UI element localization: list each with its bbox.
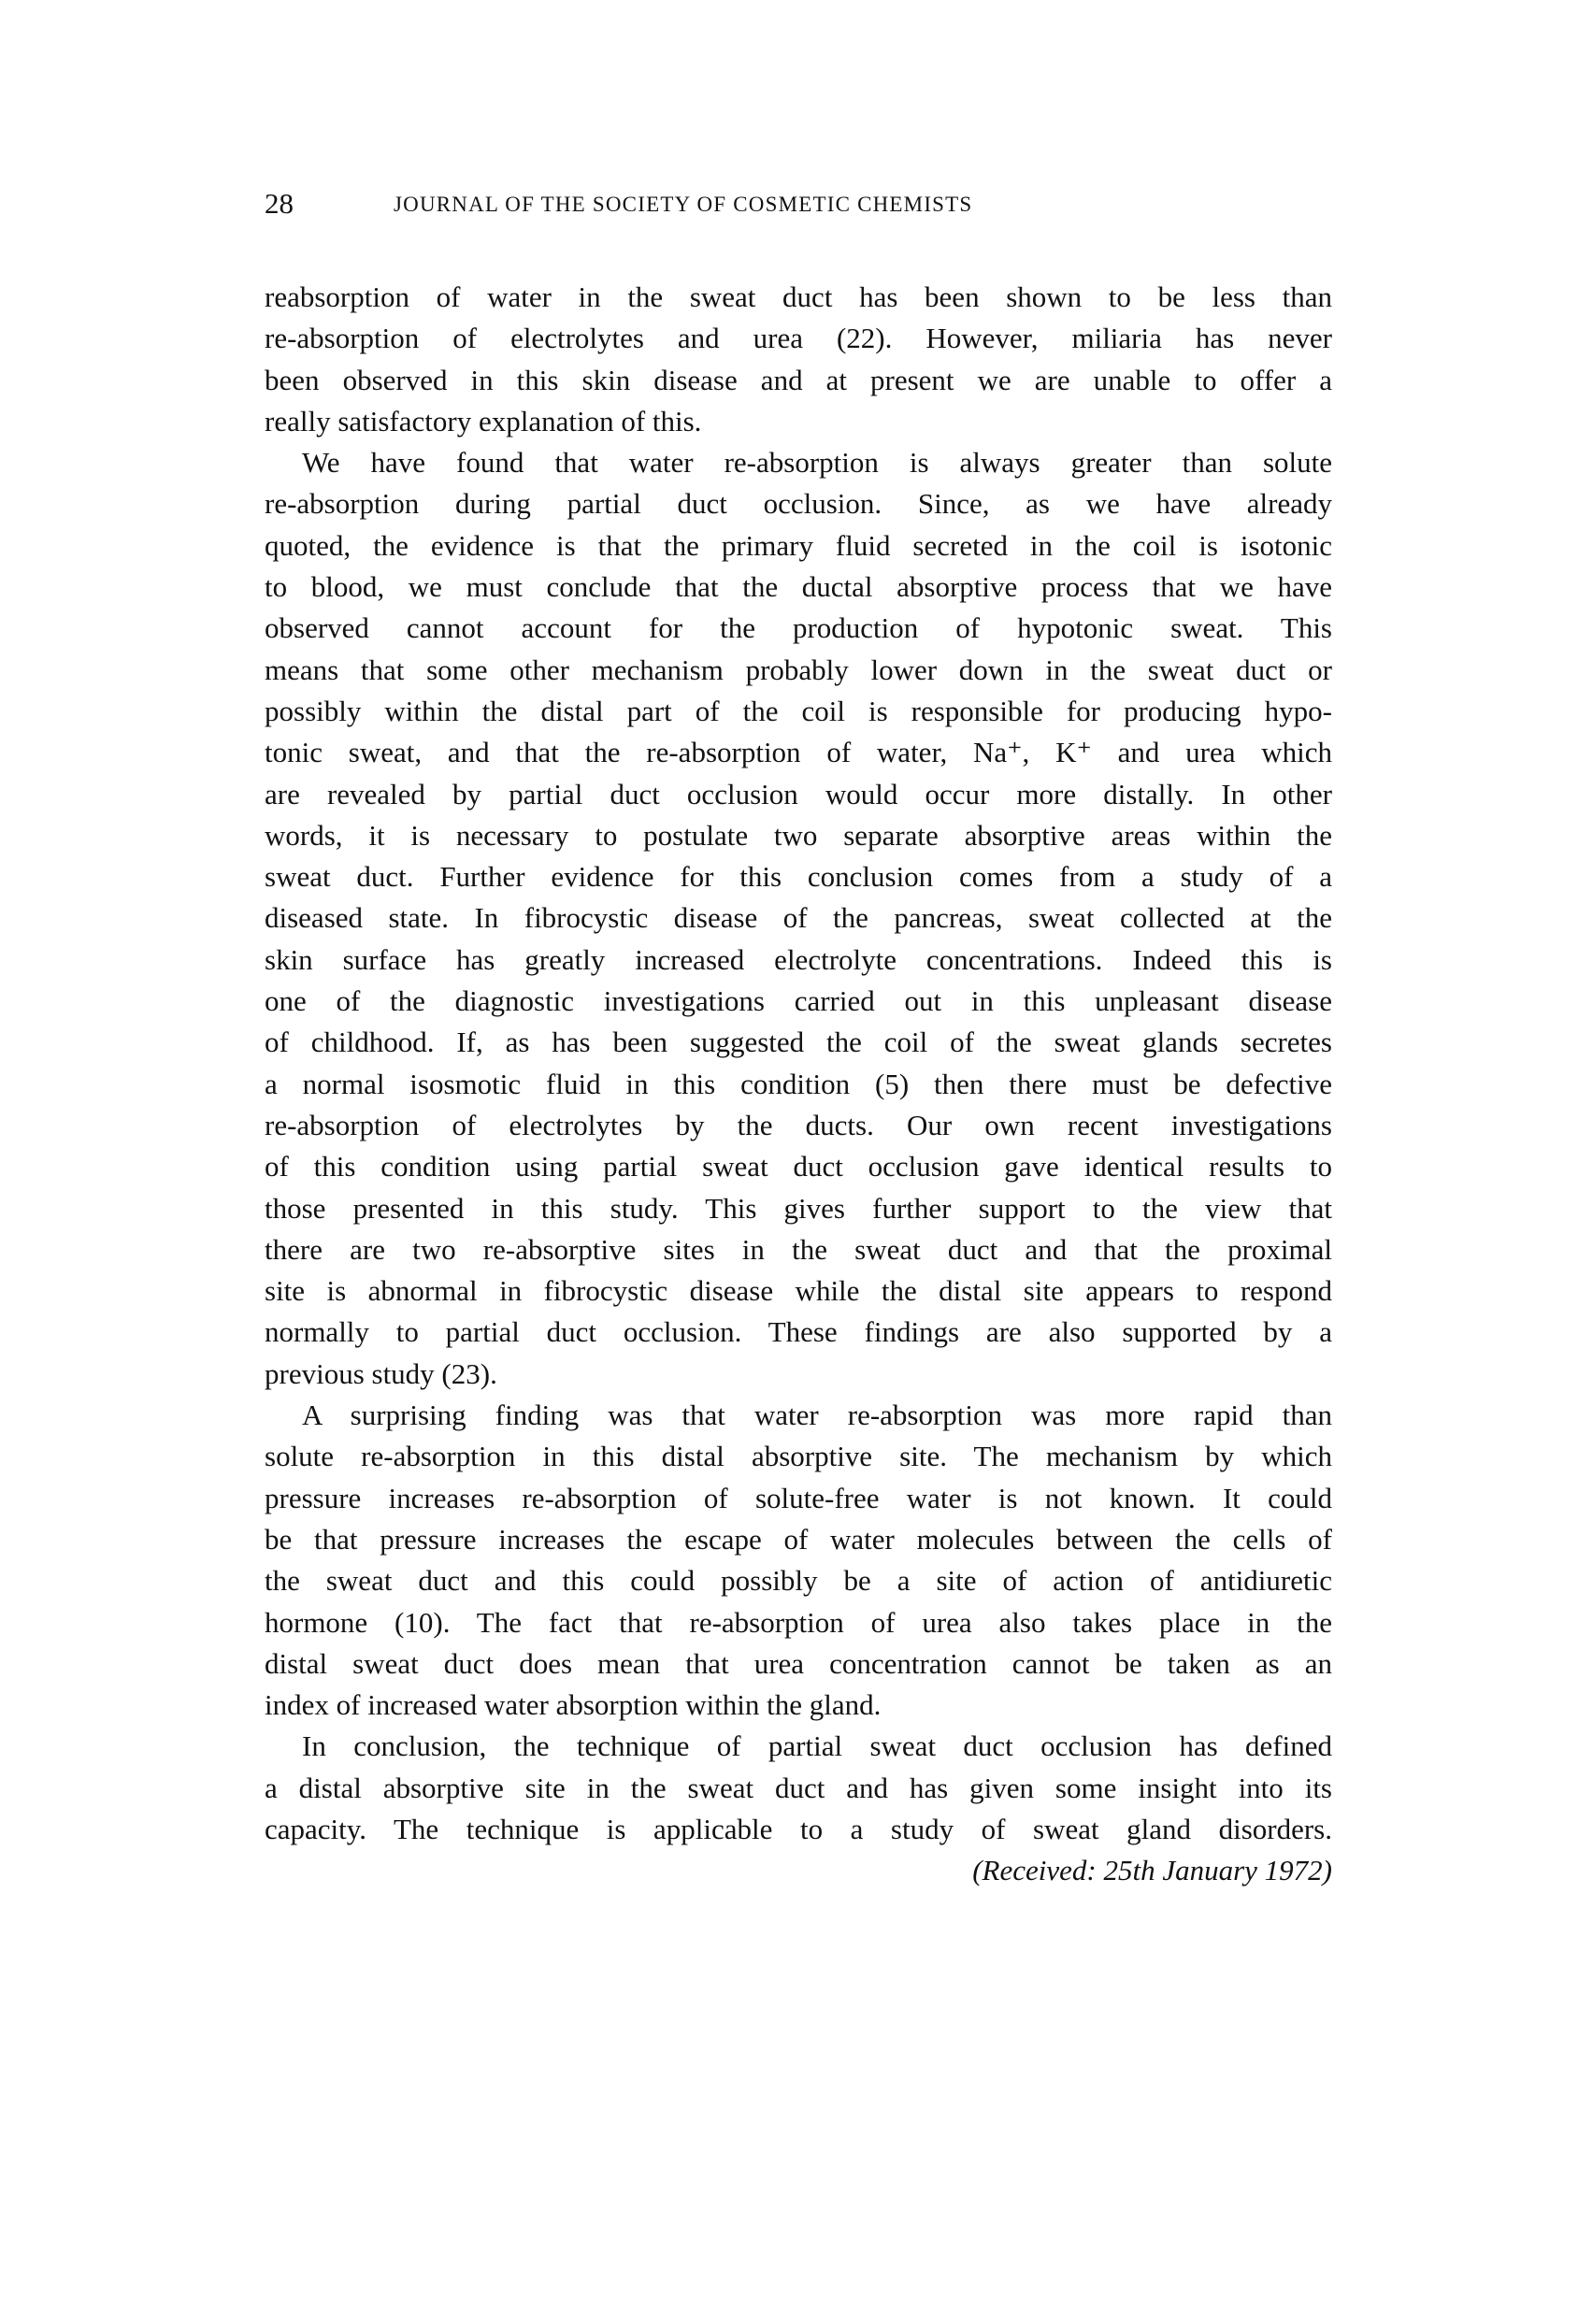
text-line: skin surface has greatly increased electrolyte concentrations. Indeed this is xyxy=(265,942,1332,976)
text-line: of this condition using partial sweat duct occlusion gave identical results to xyxy=(265,1150,1332,1184)
text-line: We have found that water re-absorption is always greater than solute xyxy=(302,446,1332,480)
text-line: capacity. The technique is applicable to a study of sweat gland disorders. xyxy=(265,1812,1332,1845)
text-line: possibly within the distal part of the coil is responsible for producing hypo- xyxy=(265,694,1332,727)
text-line: normally to partial duct occlusion. These findings are also supported by a xyxy=(265,1315,1332,1349)
paragraph xyxy=(265,1395,1332,1726)
text-line: observed cannot account for the production of hypotonic sweat. This xyxy=(265,611,1332,645)
text-line: diseased state. In fibrocystic disease of the pancreas, sweat collected at the xyxy=(265,901,1332,935)
text-line: previous study (23). xyxy=(265,1356,497,1390)
text-line: pressure increases re-absorption of solute-free water is not known. It could xyxy=(265,1481,1332,1514)
text-line: distal sweat duct does mean that urea concentration cannot be taken as an xyxy=(265,1646,1332,1680)
text-line: reabsorption of water in the sweat duct has been shown to be less than xyxy=(265,280,1332,313)
text-line: the sweat duct and this could possibly be a site of action of antidiuretic xyxy=(265,1564,1332,1598)
text-line: there are two re-absorptive sites in the sweat duct and that the proximal xyxy=(265,1232,1332,1266)
text-line: are revealed by partial duct occlusion would occur more distally. In other xyxy=(265,777,1332,811)
text-line: hormone (10). The fact that re-absorption of urea also takes place in the xyxy=(265,1605,1332,1639)
text-line: In conclusion, the technique of partial sweat duct occlusion has defined xyxy=(302,1729,1332,1763)
text-line: tonic sweat, and that the re-absorption of water, Na⁺, K⁺ and urea which xyxy=(265,736,1332,769)
text-line: re-absorption of electrolytes by the ducts. Our own recent investigations xyxy=(265,1108,1332,1141)
paragraph xyxy=(265,442,1332,1395)
text-line: index of increased water absorption within the gland. xyxy=(265,1688,882,1722)
page-number: 28 xyxy=(265,187,294,220)
text-line: a distal absorptive site in the sweat duct and has given some insight into its xyxy=(265,1771,1332,1804)
page-header xyxy=(265,187,1332,224)
text-line: words, it is necessary to postulate two separate absorptive areas within the xyxy=(265,818,1332,852)
text-line: re-absorption during partial duct occlusion. Since, as we have already xyxy=(265,487,1332,521)
received-date: (Received: 25th January 1972) xyxy=(972,1854,1332,1887)
text-line: a normal isosmotic fluid in this condition (5) then there must be defective xyxy=(265,1067,1332,1100)
paragraph xyxy=(265,277,1332,442)
article-body xyxy=(265,277,1332,1892)
text-line: means that some other mechanism probably lower down in the sweat duct or xyxy=(265,653,1332,686)
text-line: quoted, the evidence is that the primary fluid secreted in the coil is isotonic xyxy=(265,528,1332,562)
paragraph xyxy=(265,1726,1332,1850)
running-title: JOURNAL OF THE SOCIETY OF COSMETIC CHEMISTS xyxy=(394,193,973,216)
text-line: be that pressure increases the escape of water molecules between the cells of xyxy=(265,1522,1332,1556)
text-line: to blood, we must conclude that the ductal absorptive process that we have xyxy=(265,570,1332,604)
text-line: of childhood. If, as has been suggested the coil of the sweat glands secretes xyxy=(265,1026,1332,1059)
text-line: site is abnormal in fibrocystic disease while the distal site appears to respond xyxy=(265,1274,1332,1308)
text-line: sweat duct. Further evidence for this conclusion comes from a study of a xyxy=(265,860,1332,894)
text-line: really satisfactory explanation of this. xyxy=(265,404,702,438)
text-line: re-absorption of electrolytes and urea (22). However, miliaria has never xyxy=(265,322,1332,355)
text-line: A surprising finding was that water re-absorption was more rapid than xyxy=(302,1399,1332,1432)
text-line: solute re-absorption in this distal absorptive site. The mechanism by which xyxy=(265,1440,1332,1473)
text-line: one of the diagnostic investigations carried out in this unpleasant disease xyxy=(265,984,1332,1018)
text-line: those presented in this study. This gives further support to the view that xyxy=(265,1191,1332,1225)
text-line: been observed in this skin disease and at present we are unable to offer a xyxy=(265,363,1332,396)
